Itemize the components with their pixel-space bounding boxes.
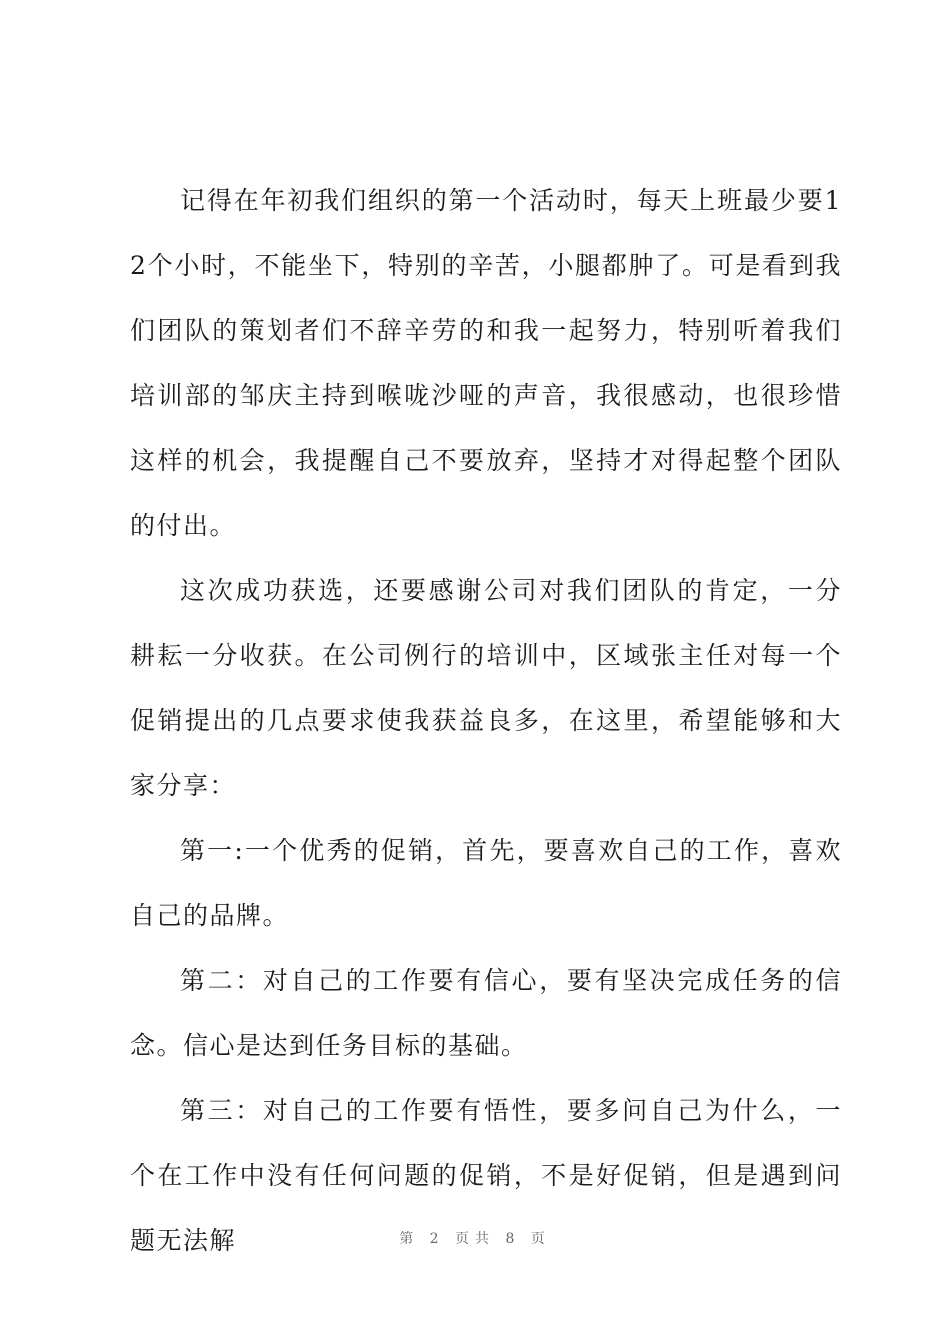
paragraph-4: 第二：对自己的工作要有信心，要有坚决完成任务的信念。信心是达到任务目标的基础。 xyxy=(130,966,842,1060)
paragraph-5: 第三：对自己的工作要有悟性，要多问自己为什么，一个在工作中没有任何问题的促销，不是好促销，但是遇到问题无法解 xyxy=(130,1096,842,1255)
paragraph-3: 第一:一个优秀的促销，首先，要喜欢自己的工作，喜欢自己的品牌。 xyxy=(130,836,842,930)
paragraph-2: 这次成功获选，还要感谢公司对我们团队的肯定，一分耕耘一分收获。在公司例行的培训中，区域张主任对每一个促销提出的几点要求使我获益良多，在这里，希望能够和大家分享： xyxy=(130,576,842,800)
document-body xyxy=(130,168,842,1273)
page-footer xyxy=(0,1228,950,1248)
paragraph-1: 记得在年初我们组织的第一个活动时，每天上班最少要12个小时，不能坐下，特别的辛苦，小腿都肿了。可是看到我们团队的策划者们不辞辛劳的和我一起努力，特别听着我们培训部的邹庆主持到喉咙沙哑的声音，我很感动，也很珍惜这样的机会，我提醒自己不要放弃，坚持才对得起整个团队的付出。 xyxy=(130,186,842,540)
page-number-label: 第 2 页共 8 页 xyxy=(399,1231,551,1247)
